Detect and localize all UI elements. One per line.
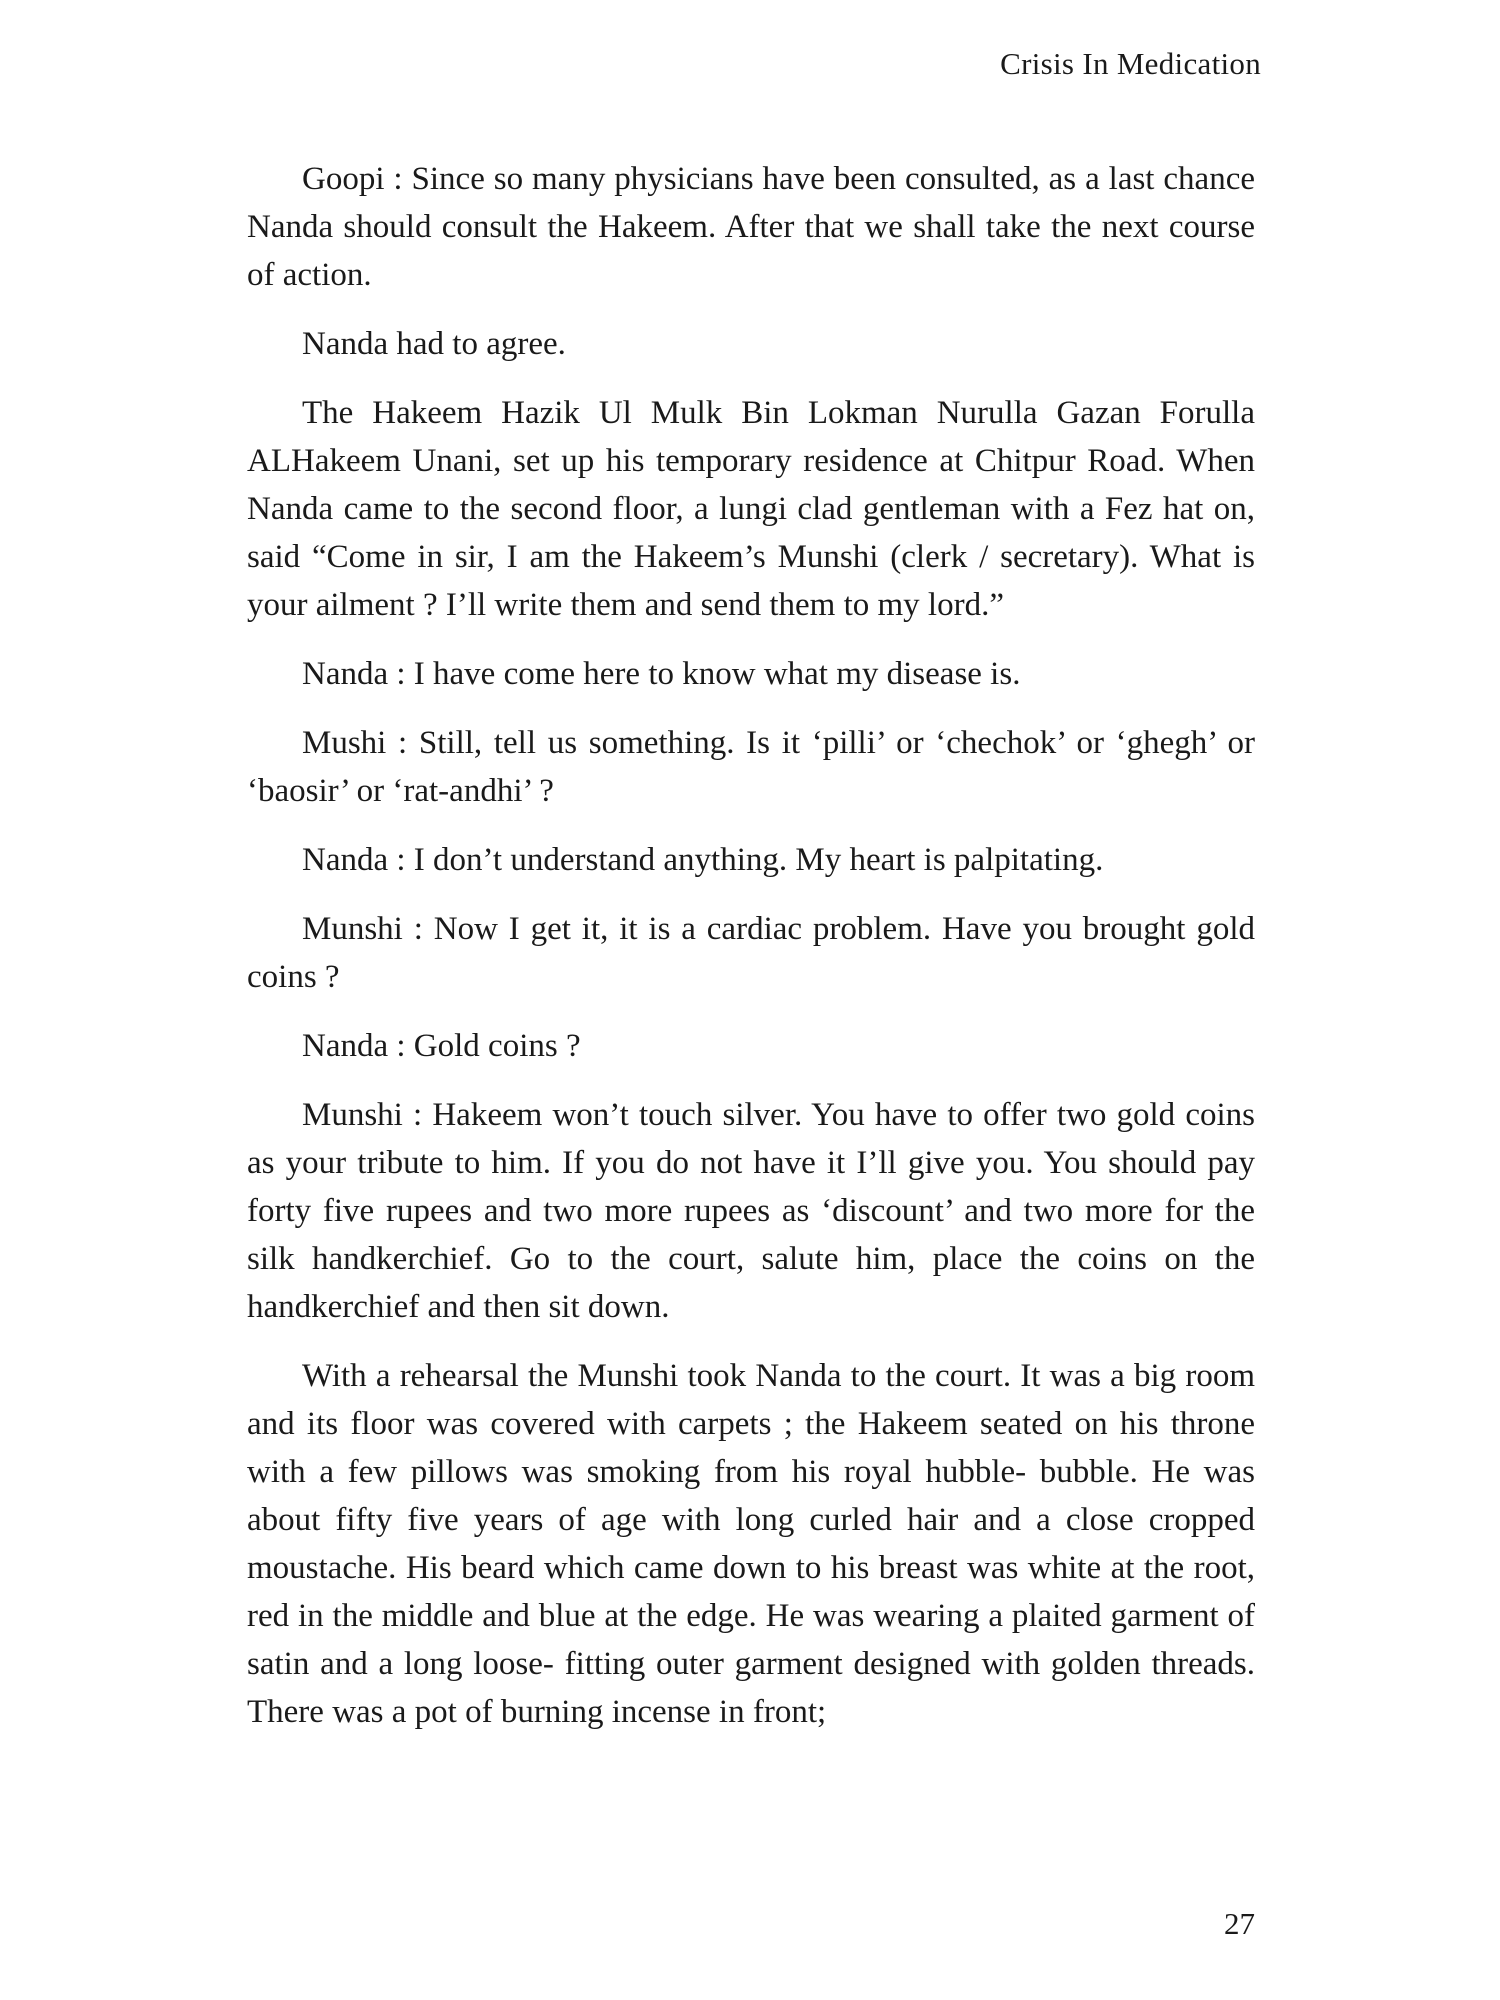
paragraph-goopi-suggestion: Goopi : Since so many physicians have been consulted, as a last chance Nanda should consult the Hakeem. After that we shall take the next course of action.: [247, 161, 1255, 293]
page-number: 27: [1224, 1906, 1255, 1941]
body-text: [247, 155, 1255, 1757]
paragraph-hakeem-residence: The Hakeem Hazik Ul Mulk Bin Lokman Nurulla Gazan Forulla ALHakeem Unani, set up his temporary residence at Chitpur Road. When Nanda came to the second floor, a lungi clad gentleman with a Fez hat on, said “Come in sir, I am the Hakeem’s Munshi (clerk / secretary). What is your ailment ? I’ll write them and send them to my lord.”: [247, 395, 1255, 623]
running-header: Crisis In Medication: [1000, 46, 1261, 81]
paragraph-court-description: With a rehearsal the Munshi took Nanda to the court. It was a big room and its floor was covered with carpets ; the Hakeem seated on his throne with a few pillows was smoking from his royal hubble- bubble. He was about fifty five years of age with long curled hair and a close cropped moustache. His beard which came down to his breast was white at the root, red in the middle and blue at the edge. He was wearing a plaited garment of satin and a long loose- fitting outer garment designed with golden threads. There was a pot of burning incense in front;: [247, 1358, 1255, 1730]
paragraph-munshi-cardiac: Munshi : Now I get it, it is a cardiac problem. Have you brought gold coins ?: [247, 911, 1255, 995]
paragraph-nanda-agrees: Nanda had to agree.: [302, 326, 566, 362]
paragraph-mushi-question: Mushi : Still, tell us something. Is it ‘pilli’ or ‘chechok’ or ‘ghegh’ or ‘baosir’ or ‘rat-andhi’ ?: [247, 725, 1255, 809]
paragraph-nanda-palpitating: Nanda : I don’t understand anything. My heart is palpitating.: [302, 842, 1104, 878]
paragraph-nanda-gold-coins: Nanda : Gold coins ?: [302, 1028, 581, 1064]
paragraph-nanda-disease: Nanda : I have come here to know what my disease is.: [302, 656, 1021, 692]
paragraph-munshi-tribute: Munshi : Hakeem won’t touch silver. You have to offer two gold coins as your tribute to him. If you do not have it I’ll give you. You should pay forty five rupees and two more rupees as ‘discount’ and two more for the silk handkerchief. Go to the court, salute him, place the coins on the handkerchief and then sit down.: [247, 1097, 1255, 1325]
